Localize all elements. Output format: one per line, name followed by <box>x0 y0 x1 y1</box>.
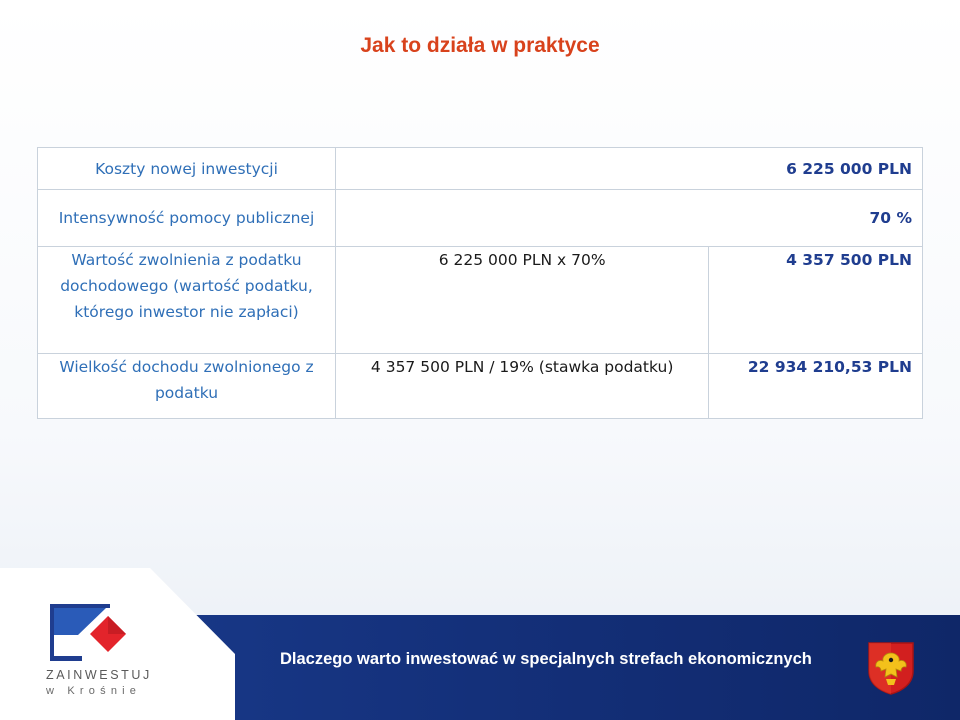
row-label: Wielkość dochodu zwolnionego z podatku <box>38 354 336 419</box>
row-value: 70 % <box>336 190 923 247</box>
table-row <box>38 148 923 190</box>
row-calculation: 4 357 500 PLN / 19% (stawka podatku) <box>336 354 709 419</box>
row-label: Koszty nowej inwestycji <box>38 148 336 190</box>
row-label: Wartość zwolnienia z podatku dochodowego (wartość podatku, którego inwestor nie zapłaci) <box>38 247 336 354</box>
table-row <box>38 354 923 419</box>
zainwestuj-logo-icon <box>50 604 136 662</box>
table-row <box>38 247 923 354</box>
logo-name: ZAINWESTUJ <box>46 668 152 682</box>
krosno-coat-of-arms-icon <box>866 641 916 695</box>
slide-title: Jak to działa w praktyce <box>360 34 600 57</box>
row-value: 22 934 210,53 PLN <box>709 354 923 419</box>
investment-table <box>37 147 923 419</box>
row-label: Intensywność pomocy publicznej <box>38 190 336 247</box>
row-value: 6 225 000 PLN <box>336 148 923 190</box>
logo-subtitle: w Krośnie <box>46 685 142 697</box>
footer-tagline: Dlaczego warto inwestować w specjalnych strefach ekonomicznych <box>280 650 812 668</box>
row-value: 4 357 500 PLN <box>709 247 923 354</box>
row-calculation: 6 225 000 PLN x 70% <box>336 247 709 354</box>
table-row <box>38 190 923 247</box>
